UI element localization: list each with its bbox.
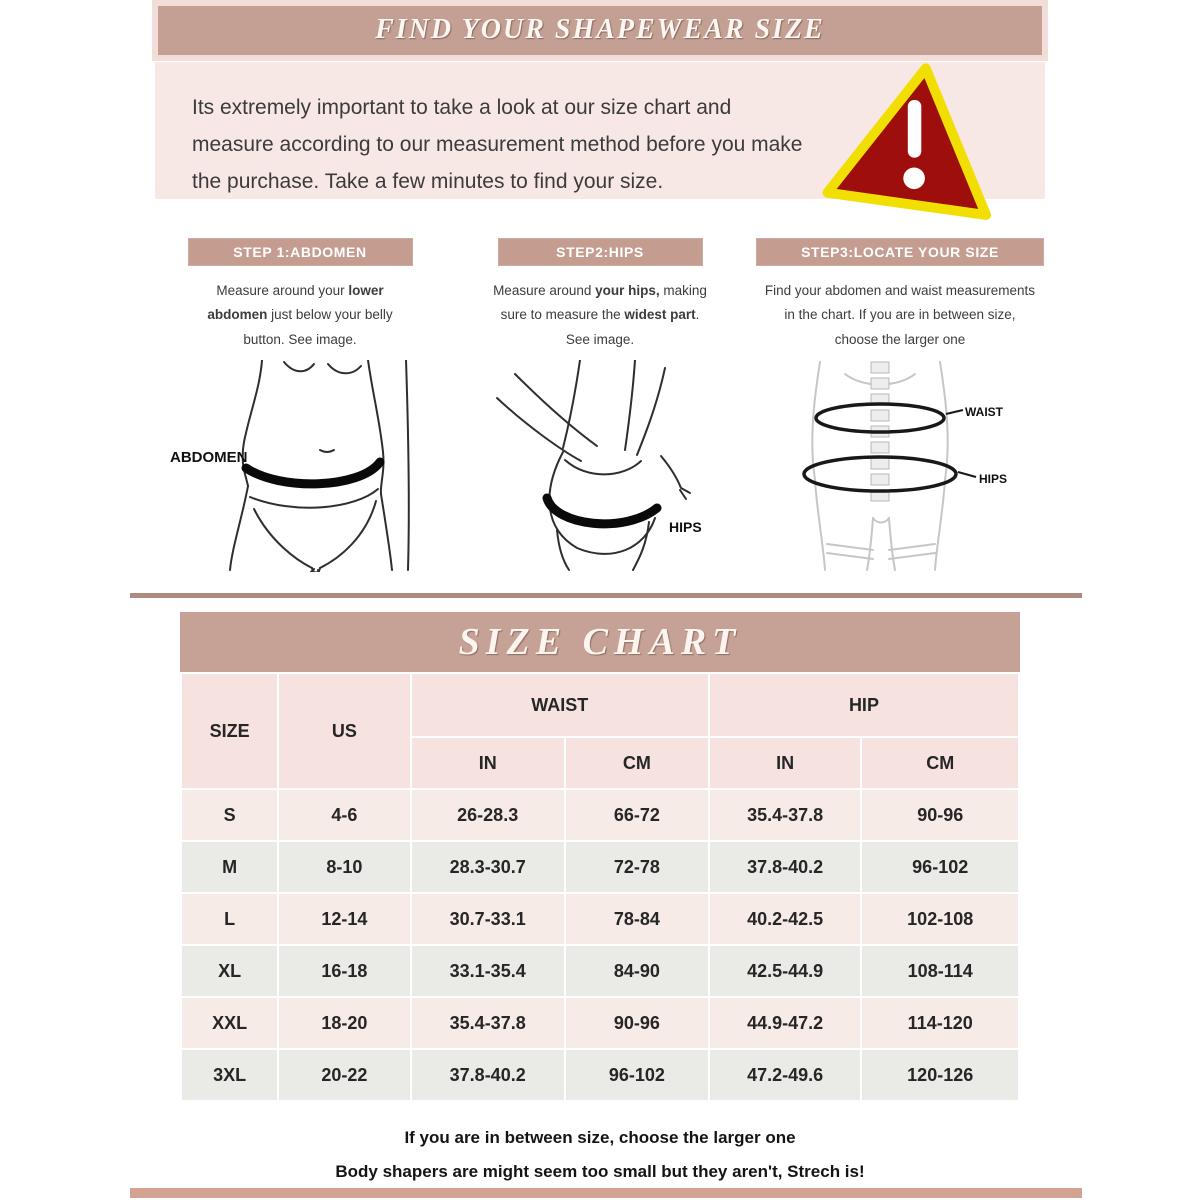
table-row — [181, 997, 1019, 1049]
hips-figure — [485, 360, 715, 577]
cell-size: S — [181, 789, 278, 841]
abdomen-figure-svg — [170, 360, 430, 572]
cell-waist-in: 35.4-37.8 — [411, 997, 565, 1049]
cell-hip-in: 44.9-47.2 — [709, 997, 862, 1049]
table-row — [181, 841, 1019, 893]
cell-hip-in: 47.2-49.6 — [709, 1049, 862, 1101]
cell-us: 12-14 — [278, 893, 410, 945]
step2-description — [490, 279, 710, 352]
cell-waist-cm: 84-90 — [565, 945, 709, 997]
step2-header: STEP2:HIPS — [498, 238, 703, 266]
cell-us: 18-20 — [278, 997, 410, 1049]
intro-text: Its extremely important to take a look at our size chart and measure according to our measurement method before you make the purchase. Take a few minutes to find your size. — [192, 96, 803, 193]
cell-waist-in: 28.3-30.7 — [411, 841, 565, 893]
exclamation-dot — [903, 168, 925, 190]
col-header-hip-cm: CM — [861, 737, 1019, 789]
size-chart-title: SIZE CHART — [458, 621, 742, 663]
cell-waist-cm: 66-72 — [565, 789, 709, 841]
cell-size: XL — [181, 945, 278, 997]
cell-size: 3XL — [181, 1049, 278, 1101]
step2-bold1: your hips, — [595, 283, 660, 298]
cell-hip-cm: 114-120 — [861, 997, 1019, 1049]
exclamation-bar — [908, 100, 922, 158]
warning-triangle-icon — [820, 55, 1010, 235]
step1-bold1: lower abdomen — [207, 283, 384, 323]
step1-description — [194, 279, 406, 352]
waist-label: WAIST — [965, 404, 1003, 419]
cell-us: 4-6 — [278, 789, 410, 841]
step2-bold2: widest part — [624, 307, 696, 323]
cell-waist-in: 33.1-35.4 — [411, 945, 565, 997]
cell-hip-cm: 120-126 — [861, 1049, 1019, 1101]
hips-figure-svg — [485, 360, 715, 572]
table-row — [181, 893, 1019, 945]
table-row — [181, 789, 1019, 841]
cell-waist-cm: 96-102 — [565, 1049, 709, 1101]
col-header-hip-in: IN — [709, 737, 862, 789]
footer-note-1: If you are in between size, choose the larger one — [404, 1128, 796, 1147]
col-header-us: US — [278, 673, 410, 789]
bottom-bar — [130, 1188, 1082, 1198]
page-title: FIND YOUR SHAPEWEAR SIZE — [375, 14, 825, 45]
step-column-hips — [455, 238, 745, 577]
cell-hip-cm: 102-108 — [861, 893, 1019, 945]
step3-description: Find your abdomen and waist measurements in the chart. If you are in between size, choose the larger one — [764, 283, 1036, 347]
cell-us: 20-22 — [278, 1049, 410, 1101]
cell-waist-in: 37.8-40.2 — [411, 1049, 565, 1101]
title-banner — [152, 0, 1048, 61]
cell-hip-cm: 96-102 — [861, 841, 1019, 893]
col-header-waist-in: IN — [411, 737, 565, 789]
cell-waist-cm: 90-96 — [565, 997, 709, 1049]
size-chart-banner — [180, 612, 1020, 672]
locate-size-figure — [765, 360, 1035, 577]
cell-hip-in: 35.4-37.8 — [709, 789, 862, 841]
table-row — [181, 945, 1019, 997]
cell-hip-in: 40.2-42.5 — [709, 893, 862, 945]
step-column-locate-size — [755, 238, 1045, 577]
footer-note-2: Body shapers are might seem too small but they aren't, Strech is! — [335, 1162, 865, 1181]
cell-hip-cm: 90-96 — [861, 789, 1019, 841]
step3-header: STEP3:LOCATE YOUR SIZE — [756, 238, 1044, 266]
cell-us: 16-18 — [278, 945, 410, 997]
cell-waist-in: 26-28.3 — [411, 789, 565, 841]
cell-us: 8-10 — [278, 841, 410, 893]
cell-waist-cm: 78-84 — [565, 893, 709, 945]
step2-seg2: making sure to measure the — [500, 283, 707, 323]
top-separator-line — [130, 593, 1082, 598]
col-header-waist: WAIST — [411, 673, 709, 737]
title-bar — [158, 6, 1042, 55]
cell-hip-in: 37.8-40.2 — [709, 841, 862, 893]
cell-size: L — [181, 893, 278, 945]
hips-label: HIPS — [669, 518, 702, 535]
cell-size: XXL — [181, 997, 278, 1049]
step-column-abdomen — [155, 238, 445, 577]
col-header-waist-cm: CM — [565, 737, 709, 789]
hips-label-2: HIPS — [979, 471, 1008, 486]
step2-seg3: . See image. — [565, 307, 700, 347]
step1-seg1: Measure around your — [216, 283, 349, 298]
col-header-hip: HIP — [709, 673, 1019, 737]
cell-waist-in: 30.7-33.1 — [411, 893, 565, 945]
step2-seg1: Measure around — [493, 283, 596, 298]
col-header-size: SIZE — [181, 673, 278, 789]
table-row — [181, 1049, 1019, 1101]
size-chart-table — [180, 672, 1020, 1102]
abdomen-label: ABDOMEN — [170, 448, 248, 466]
abdomen-figure — [170, 360, 430, 577]
cell-waist-cm: 72-78 — [565, 841, 709, 893]
cell-size: M — [181, 841, 278, 893]
locate-size-figure-svg — [765, 360, 1035, 572]
step1-seg2: just below your belly button. See image. — [243, 307, 393, 347]
warning-triangle-svg — [820, 55, 1010, 235]
step1-header: STEP 1:ABDOMEN — [188, 238, 413, 266]
cell-hip-in: 42.5-44.9 — [709, 945, 862, 997]
cell-hip-cm: 108-114 — [861, 945, 1019, 997]
